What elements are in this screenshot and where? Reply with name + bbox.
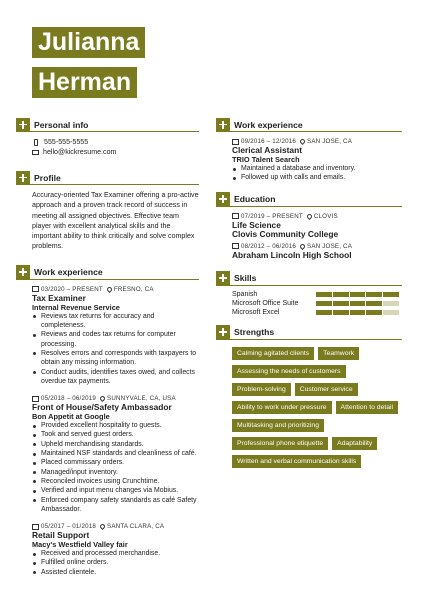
strength-tag: Attention to detail bbox=[336, 401, 399, 414]
section-title: Profile bbox=[34, 172, 61, 183]
section-title: Work experience bbox=[234, 119, 303, 130]
duty-item: Reviews tax returns for accuracy and completeness. bbox=[32, 312, 199, 331]
degree: Life Science bbox=[232, 219, 281, 230]
strength-tag: Ability to work under pressure bbox=[232, 401, 332, 414]
skill-level-segment bbox=[350, 301, 366, 306]
calendar-icon bbox=[232, 139, 239, 145]
work-experience-section bbox=[16, 266, 199, 577]
skill-level-segment bbox=[383, 292, 399, 297]
duty-item: Provided excellent hospitality to guests. bbox=[32, 421, 199, 430]
skill-level-segment bbox=[333, 292, 349, 297]
plus-icon bbox=[216, 118, 230, 132]
phone-row bbox=[32, 137, 199, 147]
skill-level-segment bbox=[366, 310, 382, 315]
section-header bbox=[216, 326, 402, 340]
skill-level-segment bbox=[316, 310, 332, 315]
skill-level-segment bbox=[316, 292, 332, 297]
skill-level-segment bbox=[333, 310, 349, 315]
strength-tag: Customer service bbox=[295, 383, 358, 396]
duty-item: Managed/input inventory. bbox=[32, 468, 199, 477]
email-row bbox=[32, 147, 199, 157]
location: SUNNYVALE, CA, USA bbox=[107, 395, 176, 403]
profile-text: Accuracy-oriented Tax Examiner offering a pro-active approach and a proven track record of success in meeting all assigned objectives. Effective team player with excellent analytical skills and the important ability to think critically and solve complex problems. bbox=[32, 191, 199, 251]
dates: 05/2018 – 06/2019 bbox=[41, 395, 97, 403]
right-column bbox=[216, 118, 402, 468]
last-name: Herman bbox=[32, 67, 137, 98]
section-header bbox=[16, 171, 199, 185]
employer: Macy's Westfield Valley fair bbox=[32, 540, 128, 550]
skill-level-segment bbox=[350, 292, 366, 297]
duty-item: Maintained a database and inventory. bbox=[232, 164, 402, 173]
skill-name: Microsoft Excel bbox=[232, 308, 280, 316]
plus-icon bbox=[216, 271, 230, 285]
duty-item: Verified and input menu changes via Mobius. bbox=[32, 486, 199, 495]
plus-icon bbox=[16, 118, 30, 132]
calendar-icon bbox=[32, 524, 39, 530]
skill-row bbox=[232, 291, 402, 300]
section-title: Work experience bbox=[34, 267, 103, 278]
duty-item: Placed commissary orders. bbox=[32, 458, 199, 467]
section-title: Strengths bbox=[234, 327, 275, 338]
section-header bbox=[16, 118, 199, 132]
strength-tag: Problem-solving bbox=[232, 383, 291, 396]
employer: TRIO Talent Search bbox=[232, 155, 300, 164]
dates: 05/2017 – 01/2018 bbox=[41, 523, 97, 531]
calendar-icon bbox=[232, 243, 239, 249]
skill-level-segment bbox=[366, 301, 382, 306]
plus-icon bbox=[16, 171, 30, 185]
plus-icon bbox=[216, 192, 230, 206]
job-entry bbox=[32, 394, 199, 514]
duty-list bbox=[232, 164, 402, 183]
job-entry bbox=[32, 522, 199, 577]
duty-item: Enforced company safety standards as café Safety Ambassador. bbox=[32, 496, 199, 515]
job-title: Tax Examiner bbox=[32, 292, 86, 303]
location-pin-icon bbox=[299, 138, 306, 145]
education-entry bbox=[232, 212, 402, 239]
dates: 07/2019 – PRESENT bbox=[241, 212, 303, 220]
skill-level-segment bbox=[350, 310, 366, 315]
job-entry bbox=[32, 285, 199, 386]
duty-item: Assisted clientele. bbox=[32, 568, 199, 577]
duty-item: Reconciled invoices using Crunchtime. bbox=[32, 477, 199, 486]
strength-tag: Multitasking and prioritizing bbox=[232, 419, 324, 432]
job-entry bbox=[232, 137, 402, 183]
skill-name: Microsoft Office Suite bbox=[232, 300, 299, 308]
duty-item: Maintained NSF standards and cleanliness of café. bbox=[32, 449, 199, 458]
dates: 08/2012 – 06/2016 bbox=[241, 242, 297, 250]
profile-section bbox=[16, 171, 199, 252]
location-pin-icon bbox=[99, 523, 106, 530]
work-experience-section-2 bbox=[216, 118, 402, 183]
left-column bbox=[16, 118, 199, 577]
duty-item: Resolves errors and corresponds with taxpayers to obtain any missing information. bbox=[32, 349, 199, 368]
duty-item: Reviews and codes tax returns for computer processing. bbox=[32, 330, 199, 349]
location-pin-icon bbox=[99, 395, 106, 402]
section-title: Education bbox=[234, 194, 276, 205]
section-header bbox=[16, 266, 199, 280]
strength-tag: Teamwork bbox=[318, 347, 359, 360]
duty-list bbox=[32, 421, 199, 514]
calendar-icon bbox=[32, 396, 39, 402]
location: SAN JOSE, CA bbox=[307, 242, 353, 250]
job-title: Front of House/Safety Ambassador bbox=[32, 402, 172, 413]
location: CLOVIS bbox=[313, 212, 338, 220]
duty-list bbox=[32, 549, 199, 577]
education-section bbox=[216, 193, 402, 260]
location: SANTA CLARA, CA bbox=[107, 523, 165, 531]
personal-info-section bbox=[16, 118, 199, 157]
skill-name: Spanish bbox=[232, 291, 258, 299]
skill-level-segment bbox=[366, 292, 382, 297]
skill-row bbox=[232, 299, 402, 308]
skill-level-segment bbox=[333, 301, 349, 306]
employer: Internal Revenue Service bbox=[32, 302, 120, 312]
duty-item: Took and served guest orders. bbox=[32, 430, 199, 439]
strength-tag: Calming agitated clients bbox=[232, 347, 314, 360]
section-title: Skills bbox=[234, 273, 257, 284]
section-header bbox=[216, 118, 402, 132]
skill-row bbox=[232, 308, 402, 317]
duty-item: Conduct audits, identifies taxes owed, and collects overdue tax payments. bbox=[32, 368, 199, 387]
duty-item: Fulfilled online orders. bbox=[32, 558, 199, 567]
duty-item: Received and processed merchandise. bbox=[32, 549, 199, 558]
skill-level-bar bbox=[316, 310, 399, 315]
education-entry bbox=[232, 242, 402, 260]
first-name: Julianna bbox=[32, 27, 145, 58]
employer: Bon Appetit at Google bbox=[32, 412, 110, 422]
location-pin-icon bbox=[106, 286, 113, 293]
skill-level-segment bbox=[383, 310, 399, 315]
school-name: Abraham Lincoln High School bbox=[232, 249, 352, 260]
mail-icon bbox=[32, 150, 39, 155]
phone-icon bbox=[34, 139, 38, 146]
section-header bbox=[216, 193, 402, 207]
skill-level-segment bbox=[383, 301, 399, 306]
duty-list bbox=[32, 312, 199, 386]
skill-level-bar bbox=[316, 301, 399, 306]
dates: 09/2016 – 12/2016 bbox=[241, 138, 297, 145]
phone-number: 555-555-5555 bbox=[44, 138, 89, 146]
strengths-section bbox=[216, 326, 402, 468]
section-header bbox=[216, 272, 402, 286]
school-name: Clovis Community College bbox=[232, 228, 339, 239]
plus-icon bbox=[16, 265, 30, 279]
duty-item: Followed up with calls and emails. bbox=[232, 173, 402, 182]
skills-section bbox=[216, 272, 402, 317]
skill-level-bar bbox=[316, 292, 399, 297]
strength-tag: Assessing the needs of customers bbox=[232, 365, 346, 378]
location-pin-icon bbox=[299, 243, 306, 250]
strength-tag: Written and verbal communication skills bbox=[232, 455, 361, 468]
location: FRESNO, CA bbox=[113, 285, 154, 293]
job-title: Clerical Assistant bbox=[232, 145, 302, 155]
strength-tag: Adaptability bbox=[332, 437, 377, 450]
location-pin-icon bbox=[306, 213, 313, 220]
duty-item: Upheld merchandising standards. bbox=[32, 440, 199, 449]
job-title: Retail Support bbox=[32, 530, 90, 541]
strength-tag: Professional phone etiquette bbox=[232, 437, 328, 450]
calendar-icon bbox=[32, 286, 39, 292]
location: SAN JOSE, CA bbox=[307, 138, 353, 145]
email-link[interactable]: hello@kickresume.com bbox=[43, 148, 117, 156]
plus-icon bbox=[216, 325, 230, 339]
skill-level-segment bbox=[316, 301, 332, 306]
calendar-icon bbox=[232, 213, 239, 219]
dates: 03/2020 – PRESENT bbox=[41, 285, 103, 293]
section-title: Personal info bbox=[34, 119, 89, 130]
